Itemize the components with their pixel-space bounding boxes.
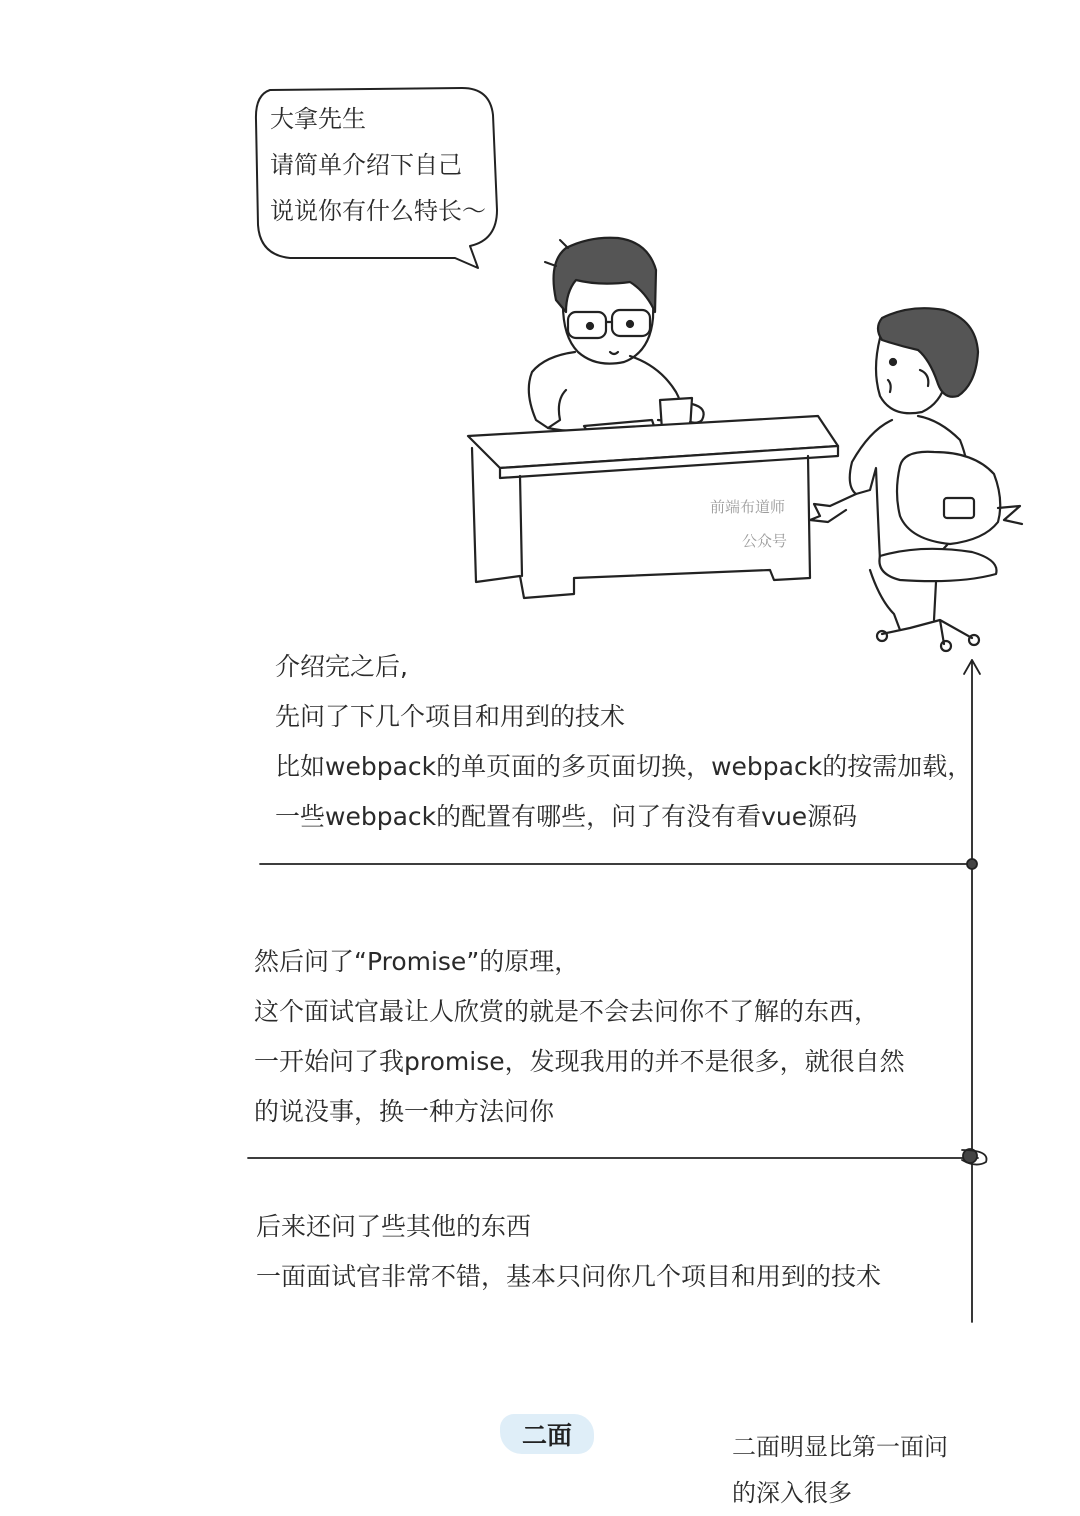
speech-bubble-text <box>270 96 486 234</box>
section-title-badge: 二面 <box>500 1414 594 1454</box>
paragraph-line: 然后问了“Promise”的原理， <box>254 947 580 976</box>
watermark-line: 前端布道师 <box>710 498 786 516</box>
bubble-line: 说说你有什么特长～ <box>270 197 486 225</box>
interviewer-figure <box>529 238 704 448</box>
bubble-line: 请简单介绍下自己 <box>270 151 462 179</box>
paragraph-line: 先问了下几个项目和用到的技术 <box>275 702 626 731</box>
paragraph-block-1 <box>275 642 972 842</box>
paragraph-line: 一些webpack的配置有哪些，问了有没有看vue源码 <box>275 802 858 831</box>
bubble-line: 大拿先生 <box>270 105 366 133</box>
section-note <box>732 1424 948 1516</box>
candidate-figure <box>810 308 1022 651</box>
paragraph-line: 一开始问了我promise，发现我用的并不是很多，就很自然 <box>254 1047 905 1076</box>
paragraph-line: 比如webpack的单页面的多页面切换，webpack的按需加载， <box>275 752 973 781</box>
note-line: 二面明显比第一面问 <box>732 1433 948 1461</box>
paragraph-line: 后来还问了些其他的东西 <box>256 1212 532 1241</box>
paragraph-block-2 <box>254 937 905 1137</box>
note-line: 的深入很多 <box>732 1479 852 1507</box>
watermark-line: 公众号 <box>742 532 788 550</box>
paragraph-line: 的说没事，换一种方法问你 <box>254 1097 555 1126</box>
paragraph-line: 介绍完之后, <box>275 652 408 681</box>
paragraph-line: 一面面试官非常不错，基本只问你几个项目和用到的技术 <box>256 1262 882 1291</box>
paragraph-line: 这个面试官最让人欣赏的就是不会去问你不了解的东西， <box>254 997 880 1026</box>
paragraph-block-3 <box>256 1202 881 1302</box>
